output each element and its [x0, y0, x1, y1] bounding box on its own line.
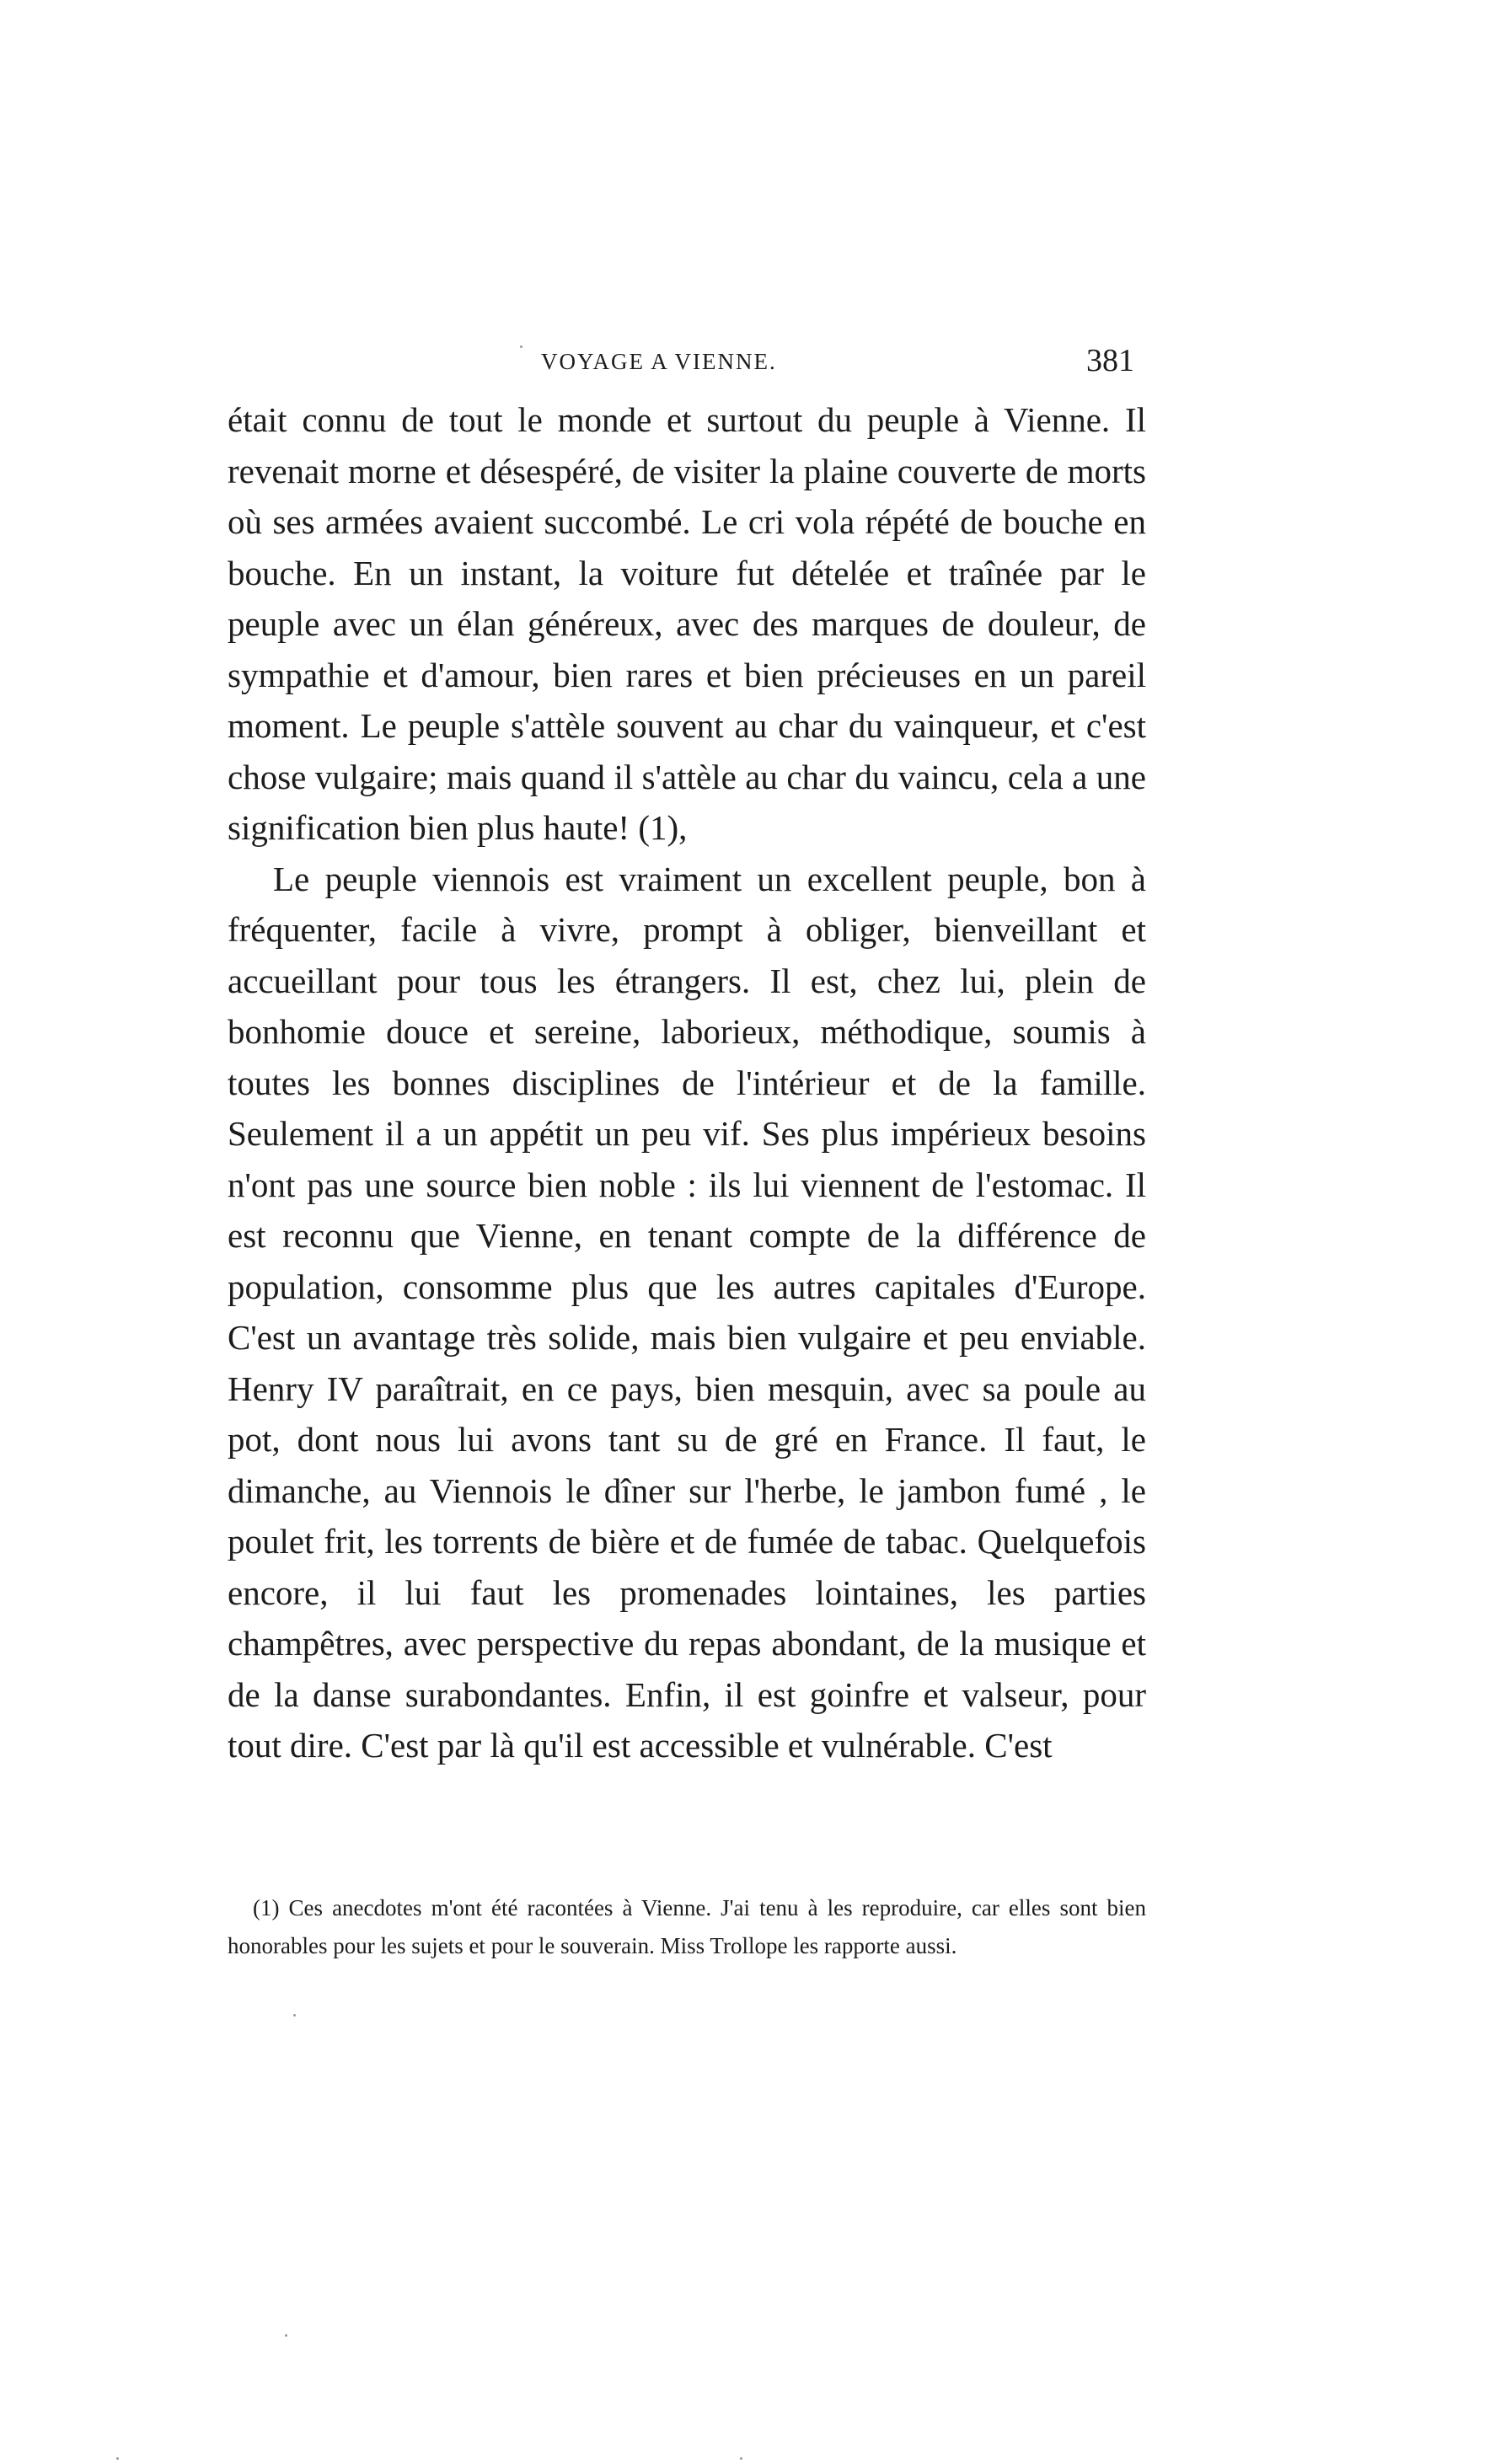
footnote: [228, 1851, 1146, 2003]
paragraph-continued: était connu de tout le monde et surtout du peuple à Vienne. Il revenait morne et désespéré, de visiter la plaine couverte de morts où ses armées avaient succombé. Le cri vola répété de bouche en bouche. En un instant, la voiture fut dételée et traînée par le peuple avec un élan généreux, avec des marques de douleur, de sympathie et d'amour, bien rares et bien précieuses en un pareil moment. Le peuple s'attèle souvent au char du vainqueur, et c'est chose vulgaire; mais quand il s'attèle au char du vaincu, cela a une signification bien plus haute! (1),: [228, 400, 1146, 847]
footnote-text: (1) Ces anecdotes m'ont été racontées à Vienne. J'ai tenu à les reproduire, car elles sont bien honorables pour les sujets et pour le souverain. Miss Trollope les rapporte aussi.: [228, 1895, 1146, 1958]
paper-speck: [285, 2334, 287, 2337]
paper-speck: [520, 345, 522, 348]
page-number: 381: [1086, 343, 1134, 378]
running-head: [228, 344, 1146, 386]
paper-speck: [740, 2457, 742, 2460]
paper-speck: [116, 2457, 119, 2460]
paper-speck: [293, 2014, 296, 2017]
body-text: [228, 394, 1146, 1771]
paragraph-viennese-people: Le peuple viennois est vraiment un excellent peuple, bon à fréquenter, facile à vivre, prompt à obliger, bienveillant et accueillant pour tous les étrangers. Il est, chez lui, plein de bonhomie douce et sereine, laborieux, méthodique, soumis à toutes les bonnes disciplines de l'intérieur et de la famille. Seulement il a un appétit un peu vif. Ses plus impérieux besoins n'ont pas une source bien noble : ils lui viennent de l'estomac. Il est reconnu que Vienne, en tenant compte de la différence de population, consomme plus que les autres capitales d'Europe. C'est un avantage très solide, mais bien vulgaire et peu enviable. Henry IV paraîtrait, en ce pays, bien mesquin, avec sa poule au pot, dont nous lui avons tant su de gré en France. Il faut, le dimanche, au Viennois le dîner sur l'herbe, le jambon fumé , le poulet frit, les torrents de bière et de fumée de tabac. Quelquefois encore, il lui faut les promenades lointaines, les parties champêtres, avec perspective du repas abondant, de la musique et de la danse surabondantes. Enfin, il est goinfre et valseur, pour tout dire. C'est par là qu'il est accessible et vulnérable. C'est: [228, 859, 1146, 1765]
running-title: VOYAGE A VIENNE.: [541, 349, 777, 374]
